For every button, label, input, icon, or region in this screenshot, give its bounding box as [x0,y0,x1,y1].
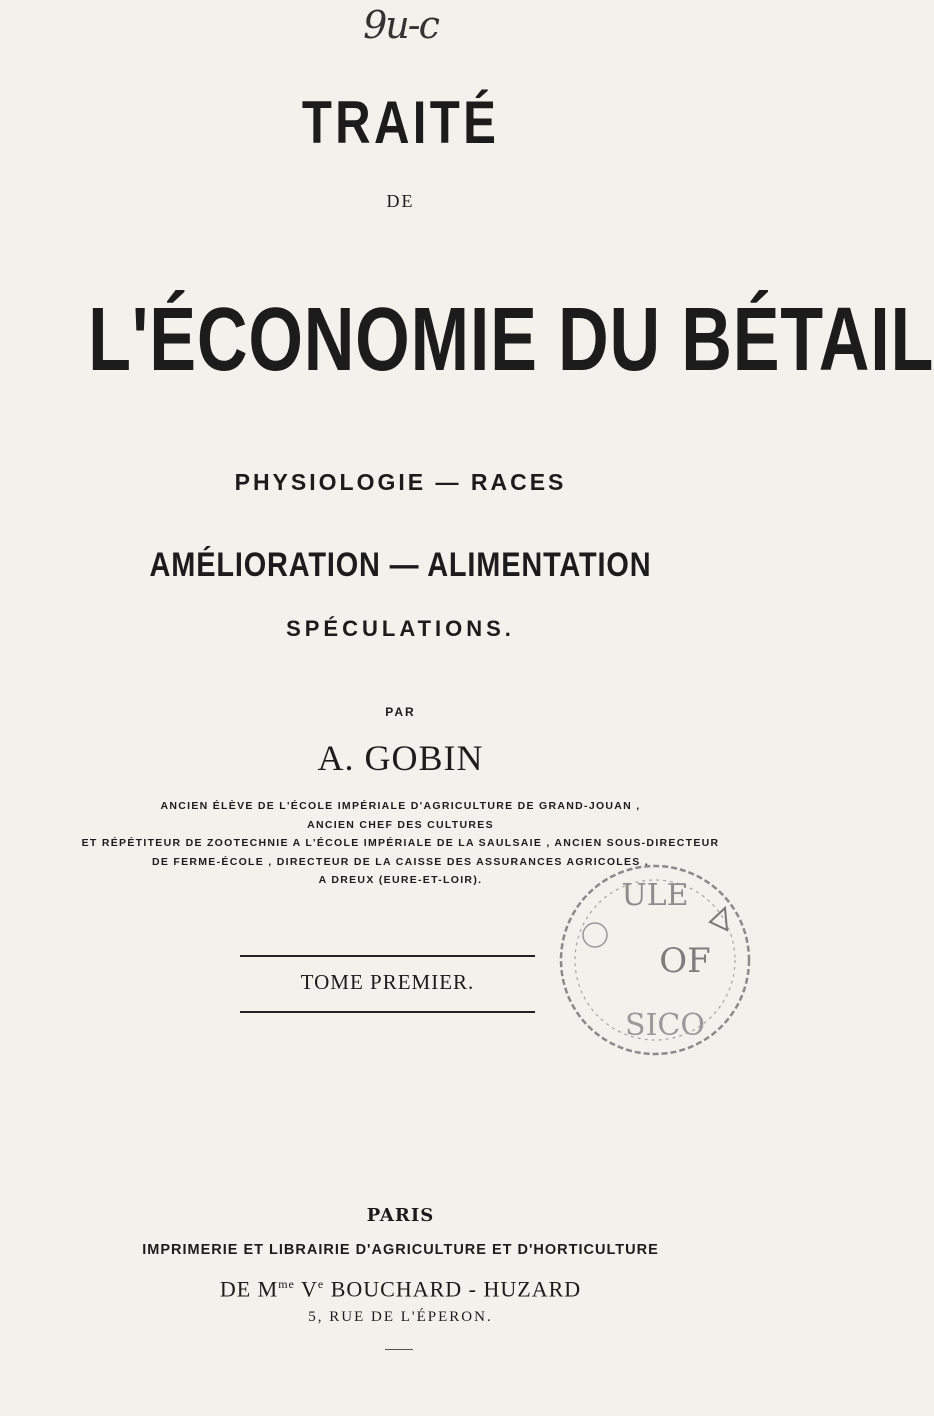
closing-rule [385,1349,413,1350]
volume-rule-bottom [240,1011,535,1013]
title-de: DE [386,191,415,211]
stamp-ornament [583,923,607,947]
handwritten-shelfmark: 9u-c [363,3,438,47]
stamp-text-bottom: SICO [625,1008,705,1043]
credential-line: ANCIEN CHEF DES CULTURES [307,818,494,831]
subtitle-physiologie-races: PHYSIOLOGIE — RACES [234,469,567,495]
stamp-text-right: OF [659,941,711,981]
imprint-city-logo: PARIS [366,1205,435,1226]
by-label: PAR [385,705,416,719]
credential-line: DE FERME-ÉCOLE , DIRECTEUR DE LA CAISSE DES ASSURANCES AGRICOLES , [151,855,650,868]
credential-line: ET RÉPÉTITEUR DE ZOOTECHNIE A L'ÉCOLE IMPÉRIALE DE LA SAULSAIE , ANCIEN SOUS-DIRECTEUR [81,837,720,849]
credential-line: A DREUX (EURE-ET-LOIR). [318,874,483,886]
volume-block [240,955,535,1015]
imprint-name-rest: BOUCHARD - HUZARD [324,1276,582,1302]
imprint-name-sup1: me [278,1277,295,1291]
title-traite: TRAITÉ [301,89,500,156]
subtitle-amelioration-alimentation: AMÉLIORATION — ALIMENTATION [149,546,652,584]
library-stamp-icon [555,860,755,1060]
author-name: A. GOBIN [317,738,484,778]
volume-label: TOME PREMIER. [300,970,475,994]
title-economie-du-betail: L'ÉCONOMIE DU BÉTAIL [88,290,934,390]
subtitle-speculations: SPÉCULATIONS. [286,616,515,641]
imprint-name-prefix: DE M [219,1276,279,1302]
imprint-publisher-name [0,1270,801,1303]
stamp-text-top: ULE [621,878,689,913]
imprint-name-sup2: e [317,1277,325,1291]
imprint-address: 5, RUE DE L'ÉPERON. [308,1309,493,1325]
imprint-publisher: IMPRIMERIE ET LIBRAIRIE D'AGRICULTURE ET D'HORTICULTURE [142,1242,659,1258]
credential-line: ANCIEN ÉLÈVE DE L'ÉCOLE IMPÉRIALE D'AGRICULTURE DE GRAND-JOUAN , [160,800,641,812]
imprint-name-mid: V [294,1276,318,1302]
volume-rule-top [240,955,535,957]
